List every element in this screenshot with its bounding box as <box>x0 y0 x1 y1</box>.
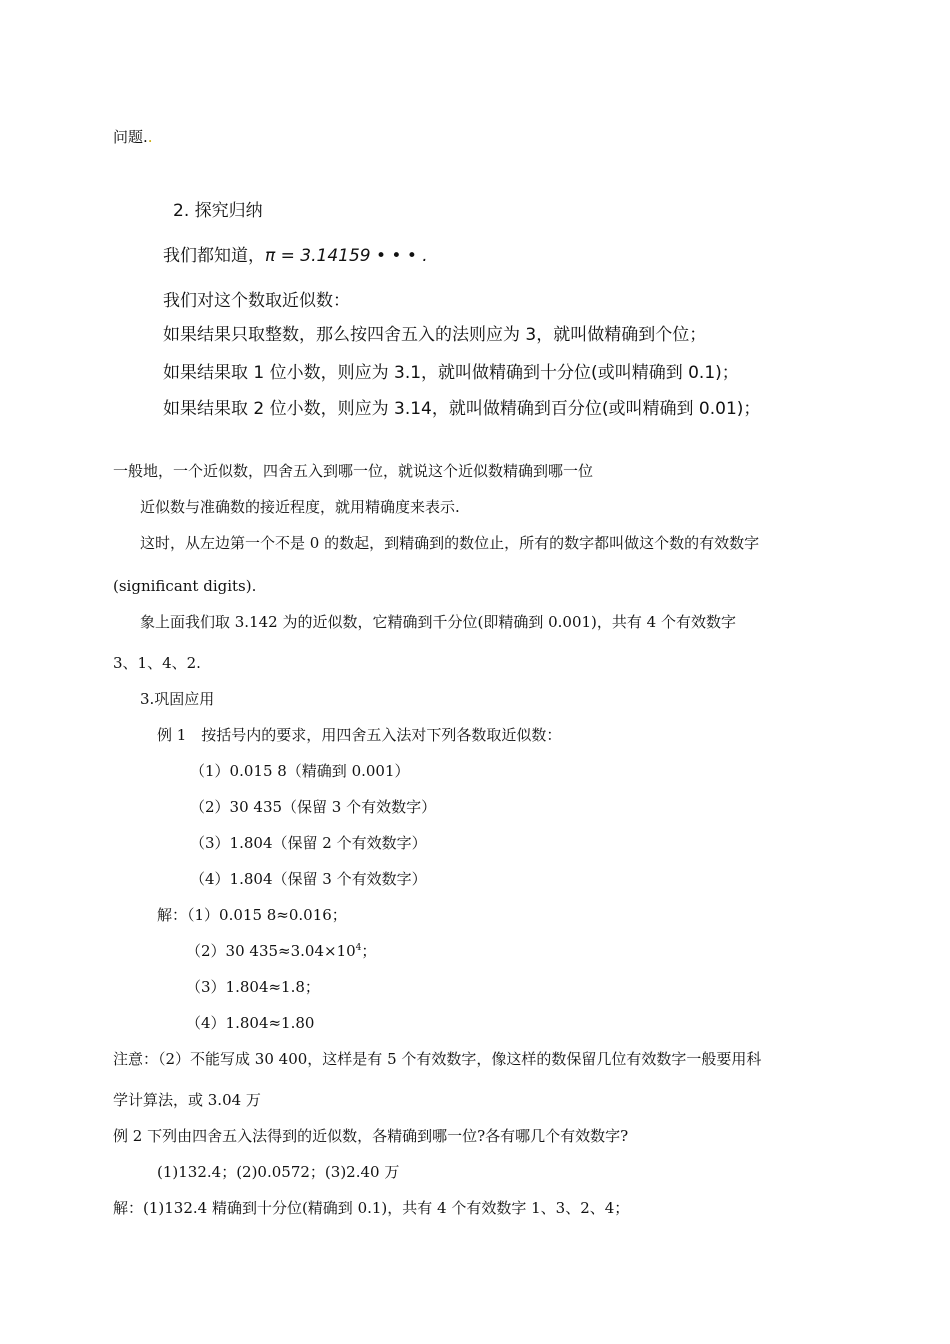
example-2-items: (1)132.4；(2)0.0572；(3)2.40 万 <box>157 1163 400 1181</box>
note-line-1: 注意：（2）不能写成 30 400，这样是有 5 个有效数字，像这样的数保留几位有效数字一般要用科 <box>113 1050 762 1068</box>
text-line-example-pi: 象上面我们取 3.142 为的近似数，它精确到千分位(即精确到 0.001)，共有 4 个有效数字 <box>140 613 736 631</box>
text-line-digits: 3、1、4、2. <box>113 654 201 672</box>
solution-1-item-3: （3）1.804≈1.8； <box>186 978 320 996</box>
text-line-two-decimal: 如果结果取 2 位小数，则应为 3.14，就叫做精确到百分位(或叫精确到 0.01)； <box>163 399 761 419</box>
example-2-title: 例 2 下列由四舍五入法得到的近似数，各精确到哪一位?各有哪几个有效数字? <box>113 1127 629 1145</box>
text-line-one-decimal: 如果结果取 1 位小数，则应为 3.1，就叫做精确到十分位(或叫精确到 0.1)； <box>163 363 739 383</box>
example-1-item-1: （1）0.015 8（精确到 0.001） <box>190 762 410 780</box>
solution-1-item-1: 解：（1）0.015 8≈0.016； <box>157 906 347 924</box>
solution-1-item-2: （2）30 $435\approx 3.04\times 10^4$； <box>186 942 377 960</box>
example-1-item-2: （2）30 435（保留 3 个有效数字） <box>190 798 437 816</box>
pi-expression: π = 3.14159 • • • . <box>265 246 428 266</box>
text-line-approx-intro: 我们对这个数取近似数： <box>163 291 350 311</box>
text-line-precision: 近似数与准确数的接近程度，就用精确度来表示. <box>140 498 460 516</box>
solution-2-item-1: 解：(1)132.4 精确到十分位(精确到 0.1)，共有 4 个有效数字 1、3、2、4； <box>113 1199 630 1217</box>
text-line-significant-en: (significant digits). <box>113 577 257 595</box>
text-line-significant: 这时，从左边第一个不是 0 的数起，到精确到的数位止，所有的数字都叫做这个数的有效数字 <box>140 534 760 552</box>
section-heading-explore: 2. 探究归纳 <box>173 201 263 221</box>
text-line-question: 问题.. <box>113 128 153 146</box>
example-1-item-4: （4）1.804（保留 3 个有效数字） <box>190 870 427 888</box>
text-line-general: 一般地，一个近似数，四舍五入到哪一位，就说这个近似数精确到哪一位 <box>113 462 594 480</box>
text-line-pi: 我们都知道，π = 3.14159 • • • . <box>163 246 428 266</box>
note-line-2: 学计算法，或 3.04 万 <box>113 1091 261 1109</box>
example-1-item-3: （3）1.804（保留 2 个有效数字） <box>190 834 427 852</box>
text-line-integer: 如果结果只取整数，那么按四舍五入的法则应为 3，就叫做精确到个位； <box>163 325 707 345</box>
example-1-title: 例 1 按括号内的要求，用四舍五入法对下列各数取近似数： <box>157 726 562 744</box>
section-heading-apply: 3.巩固应用 <box>140 690 215 708</box>
solution-1-item-4: （4）1.804≈1.80 <box>186 1014 315 1032</box>
